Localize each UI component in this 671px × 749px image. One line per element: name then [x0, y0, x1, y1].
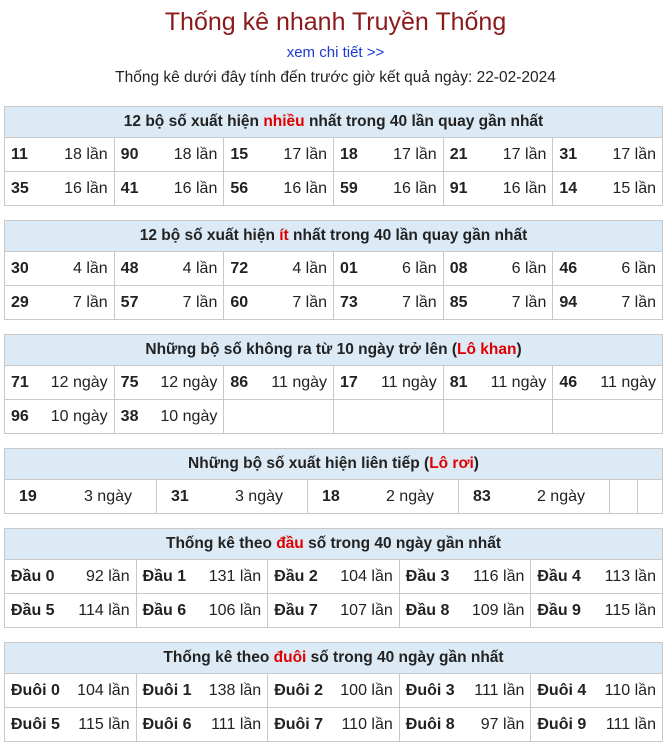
stat-number: Đuôi 6 [142, 715, 192, 733]
stat-count: 2 ngày [385, 487, 434, 505]
date-note: Thống kê dưới đây tính đến trước giờ kết quả ngày: 22-02-2024 [115, 69, 556, 86]
stat-number: 15 [230, 145, 249, 163]
stat-count: 16 lần [283, 179, 328, 197]
stat-count: 3 ngày [83, 487, 132, 505]
stat-number: 91 [449, 179, 468, 197]
stat-number: 46 [559, 259, 578, 277]
stat-cell [552, 366, 662, 399]
stat-cell [223, 138, 333, 171]
stat-cell [5, 594, 136, 627]
stat-number: 38 [120, 407, 139, 425]
empty-cell [609, 480, 637, 513]
stat-count: 18 lần [64, 145, 108, 163]
stat-number: Đuôi 1 [142, 681, 192, 699]
stat-cell [5, 674, 136, 707]
stat-number: Đầu 8 [405, 601, 450, 619]
stat-number: 75 [120, 373, 139, 391]
stat-count: 12 ngày [50, 373, 108, 391]
stat-cell [114, 400, 224, 433]
table-row [5, 560, 662, 593]
stat-cell [114, 138, 224, 171]
stat-count: 111 lần [474, 681, 525, 699]
stat-cell [156, 480, 307, 513]
stat-number: 60 [230, 293, 249, 311]
stat-count: 16 lần [393, 179, 437, 197]
table-row [5, 593, 662, 627]
stat-count: 104 lần [77, 681, 130, 699]
stat-count: 7 lần [182, 293, 218, 311]
stat-count: 6 lần [401, 259, 437, 277]
stat-count: 17 lần [393, 145, 437, 163]
stat-cell [267, 708, 399, 741]
stat-number: 35 [11, 179, 29, 197]
stat-count: 7 lần [511, 293, 547, 311]
stat-cell [399, 708, 531, 741]
stat-number: 14 [559, 179, 578, 197]
table-row [5, 674, 662, 707]
stat-count: 131 lần [208, 567, 262, 585]
stat-cell [5, 252, 114, 285]
view-details-link[interactable]: xem chi tiết >> [286, 44, 385, 61]
stat-number: Đầu 5 [11, 601, 55, 619]
stat-cell [5, 400, 114, 433]
most-frequent-heading: 12 bộ số xuất hiện nhiều nhất trong 40 lần quay gần nhất [5, 107, 662, 138]
stat-cell [114, 252, 224, 285]
stat-number: Đuôi 2 [274, 681, 324, 699]
stat-count: 7 lần [401, 293, 437, 311]
stat-number: 48 [120, 259, 139, 277]
stat-number: 31 [559, 145, 578, 163]
stat-number: 71 [11, 373, 29, 391]
stat-number: 96 [11, 407, 29, 425]
stat-number: 73 [340, 293, 358, 311]
stat-count: 109 lần [471, 601, 525, 619]
stat-cell [530, 594, 662, 627]
stat-count: 111 lần [211, 715, 262, 733]
stat-number: Đầu 2 [274, 567, 318, 585]
lo-khan-table [4, 334, 663, 434]
stat-cell [223, 286, 333, 319]
duoi-stats-table [4, 642, 663, 742]
stat-cell [136, 708, 268, 741]
stat-cell [267, 594, 399, 627]
stat-cell [223, 252, 333, 285]
table-row [5, 366, 662, 399]
stat-number: Đầu 9 [537, 601, 581, 619]
stat-number: 01 [340, 259, 358, 277]
stat-cell [136, 674, 268, 707]
least-frequent-heading: 12 bộ số xuất hiện ít nhất trong 40 lần quay gần nhất [5, 221, 662, 252]
table-row [5, 252, 662, 285]
stat-cell [333, 252, 443, 285]
stat-number: Đuôi 4 [537, 681, 587, 699]
stat-number: 41 [120, 179, 139, 197]
stat-number: 81 [449, 373, 468, 391]
stat-count: 97 lần [480, 715, 525, 733]
stat-number: 18 [340, 145, 358, 163]
table-row [5, 707, 662, 741]
page-title: Thống kê nhanh Truyền Thống [164, 8, 507, 36]
stat-number: 86 [230, 373, 249, 391]
stat-count: 7 lần [292, 293, 328, 311]
stat-count: 3 ngày [234, 487, 283, 505]
dau-stats-table [4, 528, 663, 628]
stat-count: 11 ngày [380, 373, 437, 391]
stat-count: 116 lần [473, 567, 525, 585]
stat-number: Đuôi 0 [11, 681, 60, 699]
stat-count: 18 lần [173, 145, 218, 163]
stat-number: 46 [559, 373, 578, 391]
table-row [5, 399, 662, 433]
stat-cell [136, 560, 268, 593]
stat-number: Đuôi 8 [405, 715, 455, 733]
stat-cell [443, 252, 553, 285]
stat-cell [530, 708, 662, 741]
stat-cell [530, 560, 662, 593]
stat-cell [399, 560, 531, 593]
stat-count: 15 lần [612, 179, 657, 197]
stat-cell [530, 674, 662, 707]
stat-count: 17 lần [612, 145, 657, 163]
stat-number: 56 [230, 179, 249, 197]
stat-count: 7 lần [621, 293, 657, 311]
stat-number: 29 [11, 293, 29, 311]
stat-cell [552, 286, 662, 319]
stat-count: 100 lần [340, 681, 393, 699]
stat-cell [443, 400, 553, 433]
stat-cell [399, 594, 531, 627]
stat-number: 83 [473, 487, 491, 505]
stat-cell [552, 252, 662, 285]
stat-cell [5, 708, 136, 741]
stat-count: 138 lần [208, 681, 262, 699]
stat-count: 110 lần [604, 681, 656, 699]
stat-cell [443, 286, 553, 319]
stat-number: 30 [11, 259, 29, 277]
stat-count: 4 lần [72, 259, 108, 277]
stat-number: 72 [230, 259, 249, 277]
stat-count: 4 lần [182, 259, 218, 277]
stat-number: Đầu 7 [274, 601, 318, 619]
stat-number: 08 [449, 259, 468, 277]
stat-number: 85 [449, 293, 468, 311]
stat-count: 6 lần [511, 259, 547, 277]
stat-cell [5, 286, 114, 319]
page-header [0, 0, 671, 88]
stat-number: Đầu 0 [11, 567, 55, 585]
stat-number: Đuôi 3 [405, 681, 455, 699]
stat-cell [443, 366, 553, 399]
stat-number: 11 [11, 145, 28, 163]
stat-cell [223, 172, 333, 205]
stat-cell [223, 366, 333, 399]
stat-cell [333, 138, 443, 171]
stat-cell [458, 480, 609, 513]
most-frequent-table [4, 106, 663, 206]
stat-count: 16 lần [173, 179, 218, 197]
stat-count: 17 lần [502, 145, 547, 163]
stat-count: 4 lần [292, 259, 328, 277]
stat-number: Đuôi 5 [11, 715, 60, 733]
least-frequent-table [4, 220, 663, 320]
empty-cell [637, 480, 662, 513]
stat-number: 21 [449, 145, 468, 163]
stat-cell [5, 560, 136, 593]
stat-count: 7 lần [72, 293, 108, 311]
stat-count: 106 lần [208, 601, 262, 619]
stat-number: Đầu 3 [405, 567, 450, 585]
stat-cell [552, 172, 662, 205]
stat-cell [333, 400, 443, 433]
stat-cell [267, 674, 399, 707]
stat-count: 10 ngày [160, 407, 218, 425]
stat-count: 104 lần [340, 567, 393, 585]
stat-number: 90 [120, 145, 139, 163]
stat-number: 17 [340, 373, 358, 391]
stat-count: 2 ngày [536, 487, 585, 505]
stat-cell [114, 366, 224, 399]
stat-count: 110 lần [341, 715, 393, 733]
stat-count: 10 ngày [50, 407, 108, 425]
stat-count: 115 lần [78, 715, 130, 733]
stat-cell [114, 172, 224, 205]
table-row [5, 285, 662, 319]
stat-number: 94 [559, 293, 578, 311]
stat-count: 6 lần [621, 259, 657, 277]
stat-count: 12 ngày [160, 373, 218, 391]
stat-cell [136, 594, 268, 627]
stat-number: 18 [322, 487, 340, 505]
lo-khan-heading: Những bộ số không ra từ 10 ngày trở lên (Lô khan) [5, 335, 662, 366]
stat-cell [114, 286, 224, 319]
dau-stats-heading: Thống kê theo đầu số trong 40 ngày gần nhất [5, 529, 662, 560]
stat-number: Đuôi 7 [274, 715, 324, 733]
stat-count: 16 lần [502, 179, 547, 197]
stat-cell [333, 366, 443, 399]
lo-roi-row [5, 480, 662, 513]
stat-cell [333, 286, 443, 319]
stat-number: 57 [120, 293, 139, 311]
stat-count: 17 lần [283, 145, 328, 163]
stat-cell [307, 480, 458, 513]
stat-cell [443, 138, 553, 171]
stat-number: 59 [340, 179, 358, 197]
stat-cell [5, 366, 114, 399]
stat-cell [5, 138, 114, 171]
stat-count: 111 lần [605, 715, 656, 733]
stat-cell [443, 172, 553, 205]
stat-cell [552, 400, 662, 433]
stat-count: 11 ngày [600, 373, 657, 391]
lo-roi-heading: Những bộ số xuất hiện liên tiếp (Lô rơi) [5, 449, 662, 480]
stat-cell [5, 480, 156, 513]
stat-number: 31 [171, 487, 189, 505]
lo-roi-table [4, 448, 663, 514]
duoi-stats-heading: Thống kê theo đuôi số trong 40 ngày gần nhất [5, 643, 662, 674]
stat-count: 115 lần [604, 601, 656, 619]
stat-cell [5, 172, 114, 205]
stat-cell [333, 172, 443, 205]
table-row [5, 138, 662, 171]
stat-cell [552, 138, 662, 171]
stat-number: 19 [19, 487, 37, 505]
stat-number: Đuôi 9 [537, 715, 587, 733]
stat-count: 16 lần [64, 179, 108, 197]
stat-count: 11 ngày [271, 373, 328, 391]
stat-number: Đầu 6 [142, 601, 187, 619]
stat-cell [223, 400, 333, 433]
stat-number: Đầu 4 [537, 567, 581, 585]
table-row [5, 171, 662, 205]
stat-count: 11 ngày [490, 373, 547, 391]
stat-count: 92 lần [86, 567, 130, 585]
stat-count: 107 lần [340, 601, 393, 619]
stat-number: Đầu 1 [142, 567, 187, 585]
stat-cell [267, 560, 399, 593]
stat-count: 114 lần [78, 601, 130, 619]
stat-count: 113 lần [604, 567, 656, 585]
stat-cell [399, 674, 531, 707]
